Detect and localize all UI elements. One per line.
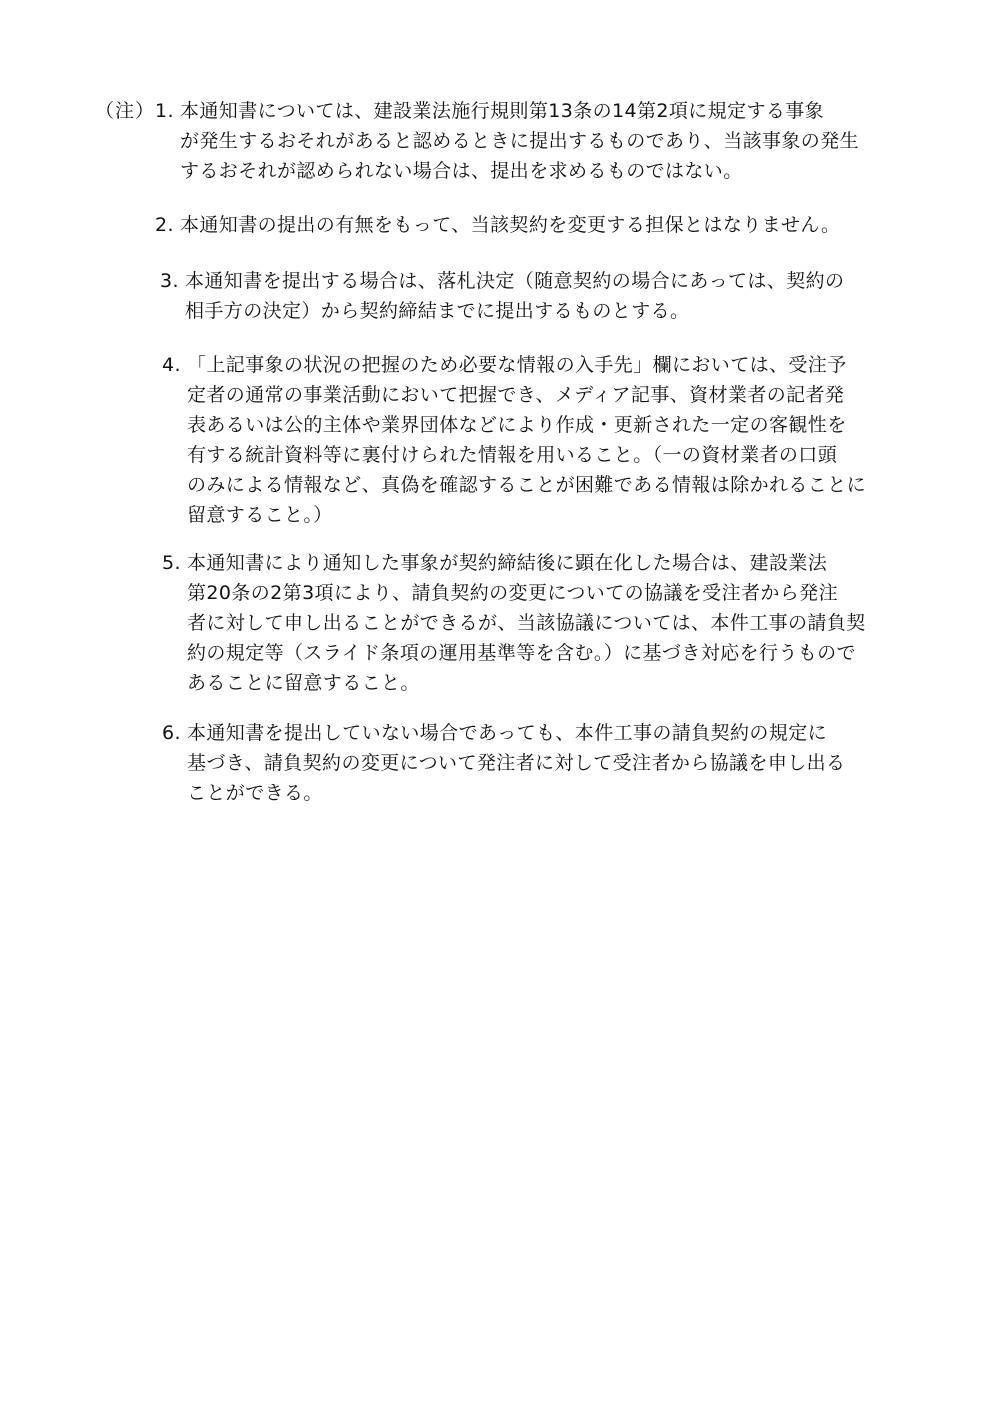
- note-line: ことができる。: [187, 782, 323, 804]
- note-line: 有する統計資料等に裏付けられた情報を用いること。（一の資材業者の口頭: [187, 444, 838, 466]
- note-item-5: [162, 548, 866, 698]
- note-line: 相手方の決定）から契約締結までに提出するものとする。: [185, 300, 690, 322]
- note-line: 「上記事象の状況の把握のため必要な情報の入手先」欄においては、受注予: [187, 354, 847, 376]
- note-line: 定者の通常の事業活動において把握でき、メディア記事、資材業者の記者発: [187, 384, 845, 406]
- note-item-2: [155, 210, 840, 240]
- note-item-number: 6.: [162, 722, 181, 744]
- note-item-number: 5.: [162, 552, 181, 574]
- note-item-6: [162, 718, 845, 808]
- note-line: 留意すること。）: [187, 504, 333, 526]
- note-line: 約の規定等（スライド条項の運用基準等を含む。）に基づき対応を行うもので: [187, 642, 856, 664]
- note-line: 基づき、請負契約の変更について発注者に対して受注者から協議を申し出る: [187, 752, 846, 774]
- note-line: するおそれが認められない場合は、提出を求めるものではない。: [180, 160, 743, 182]
- note-line: あることに留意すること。: [187, 672, 420, 694]
- note-label: （注）: [95, 100, 156, 122]
- note-line: 第20条の2第3項により、請負契約の変更についての協議を受注者から発注: [187, 582, 838, 604]
- note-line: 本通知書を提出する場合は、落札決定（随意契約の場合にあっては、契約の: [185, 270, 845, 292]
- note-line: 本通知書の提出の有無をもって、当該契約を変更する担保とはなりません。: [180, 214, 841, 236]
- note-line: のみによる情報など、真偽を確認することが困難である情報は除かれることに: [187, 474, 867, 496]
- note-item-1: [155, 96, 859, 186]
- note-line: 表あるいは公的主体や業界団体などにより作成・更新された一定の客観性を: [187, 414, 847, 436]
- note-item-4: [162, 350, 866, 530]
- note-line: が発生するおそれがあると認めるときに提出するものであり、当該事象の発生: [180, 130, 860, 152]
- note-item-number: 4.: [162, 354, 181, 376]
- note-line: 本通知書により通知した事象が契約締結後に顕在化した場合は、建設業法: [187, 552, 828, 574]
- note-item-number: 3.: [160, 270, 179, 292]
- note-item-number: 1.: [155, 100, 174, 122]
- note-item-number: 2.: [155, 214, 174, 236]
- note-line: 本通知書については、建設業法施行規則第13条の14第2項に規定する事象: [180, 100, 825, 122]
- note-item-3: [160, 266, 844, 326]
- note-line: 本通知書を提出していない場合であっても、本件工事の請負契約の規定に: [187, 722, 828, 744]
- note-line: 者に対して申し出ることができるが、当該協議については、本件工事の請負契: [187, 612, 866, 634]
